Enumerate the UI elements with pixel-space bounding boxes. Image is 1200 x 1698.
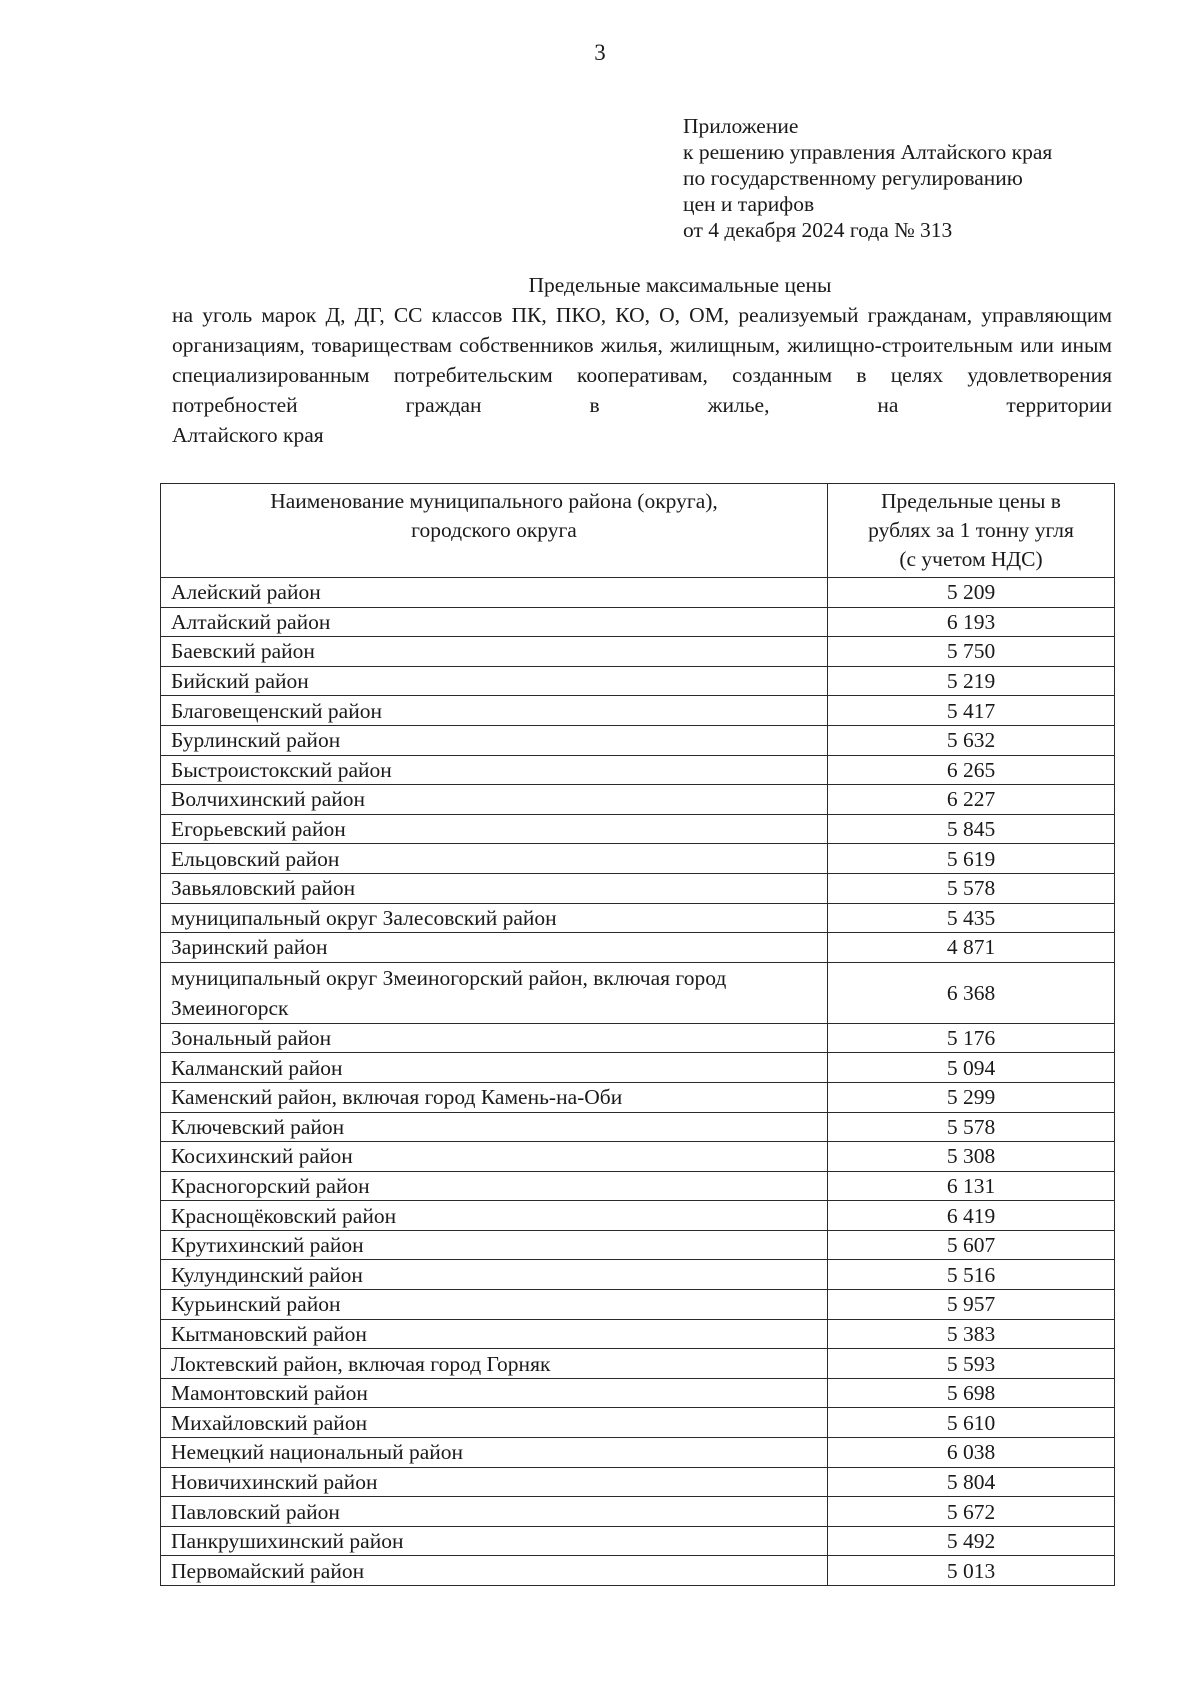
subtitle-line: Алтайского края [172, 423, 324, 447]
price-value: 5 417 [828, 696, 1115, 726]
district-name: Кытмановский район [161, 1319, 828, 1349]
district-name: Ельцовский район [161, 844, 828, 874]
page-number: 3 [594, 40, 606, 65]
table-row [161, 607, 1115, 637]
table-row [161, 1053, 1115, 1083]
price-value: 5 299 [828, 1082, 1115, 1112]
appendix-block [683, 113, 1052, 243]
price-value: 5 435 [828, 903, 1115, 933]
header-name-text: Наименование муниципального района (округа), городского округа [270, 489, 718, 542]
price-value: 5 492 [828, 1526, 1115, 1556]
district-name: Краснощёковский район [161, 1201, 828, 1231]
table-row [161, 1260, 1115, 1290]
table-row [161, 1171, 1115, 1201]
price-value: 4 871 [828, 933, 1115, 963]
district-name: Панкрушихинский район [161, 1526, 828, 1556]
price-value: 6 419 [828, 1201, 1115, 1231]
table-row [161, 844, 1115, 874]
price-value: 6 131 [828, 1171, 1115, 1201]
subtitle-line: созданным в целях удовлетворения потребностей граждан в жилье, на территории [172, 363, 1112, 417]
header-price-text: Предельные цены в рублях за 1 тонну угля (с учетом НДС) [868, 489, 1074, 571]
header-price [828, 484, 1115, 578]
district-name: Зональный район [161, 1023, 828, 1053]
district-name: Михайловский район [161, 1408, 828, 1438]
appendix-line: по государственному регулированию [683, 166, 1023, 190]
price-value: 5 845 [828, 814, 1115, 844]
table-row [161, 1467, 1115, 1497]
table-row [161, 1438, 1115, 1468]
price-value: 5 804 [828, 1467, 1115, 1497]
district-name: Заринский район [161, 933, 828, 963]
district-name: Косихинский район [161, 1142, 828, 1172]
subtitle-line: на уголь марок Д, ДГ, СС классов ПК, ПКО, КО, О, ОМ, реализуемый гражданам, [172, 303, 973, 327]
table-row [161, 785, 1115, 815]
price-value: 5 619 [828, 844, 1115, 874]
district-name: Благовещенский район [161, 696, 828, 726]
district-name: Егорьевский район [161, 814, 828, 844]
district-name: Новичихинский район [161, 1467, 828, 1497]
district-name: Мамонтовский район [161, 1378, 828, 1408]
district-name: Курьинский район [161, 1290, 828, 1320]
table-row [161, 1408, 1115, 1438]
district-name: Завьяловский район [161, 873, 828, 903]
district-name: Алейский район [161, 578, 828, 608]
price-value: 5 593 [828, 1349, 1115, 1379]
document-title: Предельные максимальные цены [528, 273, 832, 297]
price-value: 5 672 [828, 1497, 1115, 1527]
district-name: Кулундинский район [161, 1260, 828, 1290]
price-value: 5 176 [828, 1023, 1115, 1053]
district-name: Первомайский район [161, 1556, 828, 1586]
district-name: Быстроистокский район [161, 755, 828, 785]
table-row [161, 1082, 1115, 1112]
price-value: 6 227 [828, 785, 1115, 815]
district-name: Каменский район, включая город Камень-на-Оби [161, 1082, 828, 1112]
table-row [161, 755, 1115, 785]
table-row [161, 1290, 1115, 1320]
subtitle-line: жилищно-строительным или иным специализированным потребительским кооперативам, [172, 333, 1112, 387]
price-value: 5 750 [828, 637, 1115, 667]
table-row [161, 814, 1115, 844]
price-value: 5 209 [828, 578, 1115, 608]
table-row [161, 873, 1115, 903]
price-value: 6 193 [828, 607, 1115, 637]
district-name: Калманский район [161, 1053, 828, 1083]
price-value: 5 219 [828, 666, 1115, 696]
price-value: 5 094 [828, 1053, 1115, 1083]
district-name: Красногорский район [161, 1171, 828, 1201]
district-name: Баевский район [161, 637, 828, 667]
table-row [161, 1023, 1115, 1053]
price-value: 5 957 [828, 1290, 1115, 1320]
appendix-line: от 4 декабря 2024 года № 313 [683, 218, 953, 242]
document-subtitle [172, 300, 1112, 450]
district-name: Волчихинский район [161, 785, 828, 815]
price-value: 5 698 [828, 1378, 1115, 1408]
table-row [161, 1497, 1115, 1527]
header-name [161, 484, 828, 578]
table-row [161, 1230, 1115, 1260]
table-row [161, 1112, 1115, 1142]
district-name: муниципальный округ Залесовский район [161, 903, 828, 933]
table-row [161, 666, 1115, 696]
price-value: 5 578 [828, 873, 1115, 903]
district-name: Крутихинский район [161, 1230, 828, 1260]
table-row [161, 903, 1115, 933]
district-name: Немецкий национальный район [161, 1438, 828, 1468]
price-value: 5 383 [828, 1319, 1115, 1349]
table-row [161, 962, 1115, 1023]
table-row [161, 1319, 1115, 1349]
table-header-row [161, 484, 1115, 578]
price-value: 5 607 [828, 1230, 1115, 1260]
price-value: 6 038 [828, 1438, 1115, 1468]
district-name: муниципальный округ Змеиногорский район, включая город Змеиногорск [161, 962, 828, 1023]
table-row [161, 933, 1115, 963]
appendix-line: к решению управления Алтайского края [683, 140, 1053, 164]
price-value: 5 013 [828, 1556, 1115, 1586]
table-row [161, 1201, 1115, 1231]
table-row [161, 637, 1115, 667]
district-name: Ключевский район [161, 1112, 828, 1142]
table-row [161, 1556, 1115, 1586]
district-name: Бурлинский район [161, 725, 828, 755]
subtitle-line: управляющим организациям, товариществам собственников жилья, жилищным, [172, 303, 1113, 357]
table-row [161, 1526, 1115, 1556]
table-row [161, 1378, 1115, 1408]
price-value: 5 308 [828, 1142, 1115, 1172]
table-row [161, 1349, 1115, 1379]
price-value: 6 368 [828, 962, 1115, 1023]
district-name: Павловский район [161, 1497, 828, 1527]
price-value: 5 516 [828, 1260, 1115, 1290]
appendix-line: Приложение [683, 114, 799, 138]
table-row [161, 696, 1115, 726]
table-row [161, 578, 1115, 608]
district-name: Бийский район [161, 666, 828, 696]
appendix-line: цен и тарифов [683, 192, 815, 216]
price-value: 6 265 [828, 755, 1115, 785]
price-value: 5 610 [828, 1408, 1115, 1438]
price-value: 5 632 [828, 725, 1115, 755]
price-value: 5 578 [828, 1112, 1115, 1142]
district-name: Алтайский район [161, 607, 828, 637]
table-row [161, 1142, 1115, 1172]
district-name: Локтевский район, включая город Горняк [161, 1349, 828, 1379]
table-row [161, 725, 1115, 755]
table-body [161, 578, 1115, 1586]
price-table [160, 483, 1115, 1586]
